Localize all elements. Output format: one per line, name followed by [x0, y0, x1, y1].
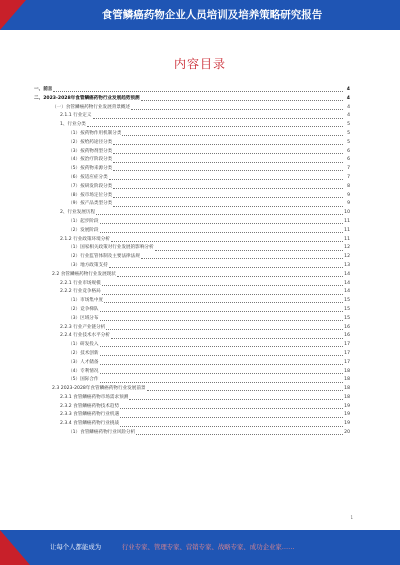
toc-entry-page: 9: [347, 201, 350, 207]
toc-entry-page: 17: [344, 350, 350, 356]
toc-entry-label: （一）食管鳞癌药物行业发展背景概述: [52, 104, 131, 110]
toc-entry-label: 一、前言: [34, 87, 53, 92]
toc-entry-page: 6: [347, 157, 350, 163]
toc-leader-dots: [113, 170, 343, 171]
toc-entry-label: （3）人才储备: [68, 359, 99, 365]
header-banner: [0, 0, 400, 30]
footer-slogan: 让每个人都能成为: [50, 543, 102, 551]
toc-leader-dots: [111, 241, 343, 242]
toc-entry[interactable]: [34, 156, 350, 165]
toc-leader-dots: [100, 232, 344, 233]
toc-leader-dots: [155, 250, 343, 251]
toc-leader-dots: [102, 294, 343, 295]
toc-entry[interactable]: [34, 244, 350, 253]
toc-entry-page: 7: [347, 166, 350, 172]
toc-entry-label: （8）按市场定位分类: [68, 192, 113, 198]
toc-entry-page: 7: [347, 174, 350, 180]
toc-entry-label: 二、2023-2028年食管鳞癌药物行业发展趋势预测: [34, 95, 140, 101]
toc-entry-page: 4: [347, 113, 350, 119]
toc-entry[interactable]: [34, 95, 350, 104]
toc-entry[interactable]: [34, 112, 350, 121]
toc-entry[interactable]: [34, 403, 350, 412]
toc-entry-label: 2.3.4 食管鳞癌药物行业挑战: [60, 421, 120, 427]
toc-leader-dots: [100, 382, 344, 383]
toc-entry-label: （1）食管鳞癌药物行业风险分析: [68, 430, 136, 436]
toc-entry-label: 2.3.2 食管鳞癌药物技术趋势: [60, 403, 120, 409]
toc-entry-label: 2.3 2023-2028年食管鳞癌药物行业发展前景: [52, 386, 146, 392]
header-accent-shape: [0, 0, 26, 30]
toc-entry-page: 16: [344, 324, 350, 330]
toc-entry-label: （5）国际合作: [68, 377, 99, 383]
toc-entry-page: 15: [344, 315, 350, 321]
toc-leader-dots: [113, 188, 343, 189]
toc-entry[interactable]: [34, 385, 350, 394]
toc-entry[interactable]: [34, 288, 350, 297]
toc-entry[interactable]: [34, 411, 350, 420]
toc-entry-page: 4: [347, 104, 350, 110]
toc-leader-dots: [93, 118, 343, 119]
toc-leader-dots: [100, 355, 344, 356]
toc-entry[interactable]: [34, 174, 350, 183]
toc-leader-dots: [87, 126, 343, 127]
toc-leader-dots: [100, 311, 344, 312]
toc-heading: 内容目录: [173, 57, 226, 71]
toc-entry-page: 5: [347, 139, 350, 145]
toc-entry[interactable]: [34, 200, 350, 209]
toc-entry-page: 5: [347, 122, 350, 128]
toc-leader-dots: [100, 373, 344, 374]
toc-leader-dots: [109, 267, 343, 268]
toc-leader-dots: [120, 417, 343, 418]
toc-entry-label: （7）按研发阶段分类: [68, 183, 113, 189]
toc-entry-label: （3）按药物剂型分类: [68, 148, 113, 154]
toc-entry[interactable]: [34, 306, 350, 315]
toc-entry[interactable]: [34, 280, 350, 289]
toc-leader-dots: [141, 100, 343, 101]
toc-entry-page: 4: [346, 87, 350, 92]
toc-leader-dots: [53, 91, 343, 92]
toc-entry-label: （4）专利情况: [68, 368, 99, 374]
toc-entry-page: 13: [344, 262, 350, 268]
toc-entry-label: （2）竞争梯队: [68, 306, 99, 312]
footer-roles: 行业专家、管理专家、营销专家、战略专家、成功企业家……: [122, 543, 295, 551]
toc-entry-label: 2.3.3 食管鳞癌药物行业机遇: [60, 412, 120, 418]
toc-entry-label: （3）区域分布: [68, 315, 99, 321]
toc-entry[interactable]: [34, 271, 350, 280]
toc-entry-page: 6: [347, 148, 350, 154]
toc-entry-label: （2）行业监管体制及主要法律法规: [68, 254, 140, 260]
toc-entry-label: 2.2 食管鳞癌药物行业发展现状: [52, 271, 116, 277]
toc-entry[interactable]: [34, 183, 350, 192]
toc-entry[interactable]: [34, 420, 350, 429]
toc-entry[interactable]: [34, 297, 350, 306]
toc-leader-dots: [141, 258, 343, 259]
toc-entry-page: 14: [344, 271, 350, 277]
toc-entry-label: （1）市场集中度: [68, 298, 104, 304]
toc-entry-page: 16: [344, 333, 350, 339]
toc-leader-dots: [129, 399, 343, 400]
toc-entry-label: 2.1.2 行业政策环境分析: [60, 236, 110, 242]
toc-entry-label: （2）按给药途径分类: [68, 139, 113, 145]
toc-entry-label: 2.2.1 行业市场规模: [60, 280, 101, 286]
toc-leader-dots: [113, 144, 343, 145]
toc-entry-page: 11: [344, 227, 350, 233]
table-of-contents: [34, 86, 350, 438]
toc-leader-dots: [111, 338, 343, 339]
toc-entry-page: 19: [344, 421, 350, 427]
toc-entry[interactable]: [34, 130, 350, 139]
toc-entry-page: 18: [344, 394, 350, 400]
toc-entry[interactable]: [34, 165, 350, 174]
toc-entry[interactable]: [34, 376, 350, 385]
toc-leader-dots: [96, 214, 343, 215]
toc-leader-dots: [113, 162, 343, 163]
toc-entry-page: 15: [344, 298, 350, 304]
toc-leader-dots: [122, 135, 343, 136]
toc-entry-page: 8: [347, 183, 350, 189]
toc-leader-dots: [117, 276, 343, 277]
toc-entry-page: 9: [347, 192, 350, 198]
report-title: 食管鳞癌药物企业人员培训及培养策略研究报告: [101, 9, 323, 21]
toc-entry-page: 17: [344, 359, 350, 365]
toc-entry-label: 2.2.2 行业竞争格局: [60, 289, 101, 295]
toc-entry[interactable]: [34, 227, 350, 236]
toc-entry-label: 1、行业分类: [60, 122, 86, 128]
toc-entry-label: 2.3.1 食管鳞癌药物市场需求预测: [60, 394, 129, 400]
toc-leader-dots: [104, 302, 343, 303]
toc-entry-page: 14: [344, 289, 350, 295]
toc-leader-dots: [100, 320, 344, 321]
toc-leader-dots: [113, 197, 343, 198]
toc-entry[interactable]: [34, 192, 350, 201]
toc-entry-label: （4）按治疗阶段分类: [68, 157, 113, 163]
toc-entry-label: （2）发展阶段: [68, 227, 99, 233]
toc-entry-label: 2、行业发展历程: [60, 210, 96, 216]
toc-leader-dots: [100, 346, 344, 347]
toc-entry[interactable]: [34, 148, 350, 157]
toc-entry-label: （3）地方政策支持: [68, 262, 108, 268]
toc-leader-dots: [106, 329, 343, 330]
toc-entry-label: 2.2.3 行业产业链分析: [60, 324, 106, 330]
toc-entry-page: 5: [347, 130, 350, 136]
toc-entry[interactable]: [34, 139, 350, 148]
toc-entry-page: 4: [346, 95, 350, 101]
toc-entry-label: （2）技术创新: [68, 350, 99, 356]
toc-entry[interactable]: [34, 315, 350, 324]
toc-entry-page: 11: [344, 236, 350, 242]
toc-leader-dots: [109, 179, 343, 180]
toc-entry-page: 20: [344, 430, 350, 436]
toc-entry-page: 19: [344, 403, 350, 409]
toc-entry-label: （5）按药物来源分类: [68, 166, 113, 172]
toc-entry-label: 2.1.1 行业定义: [60, 113, 92, 119]
toc-entry[interactable]: [34, 368, 350, 377]
toc-entry[interactable]: [34, 350, 350, 359]
toc-entry[interactable]: [34, 324, 350, 333]
toc-leader-dots: [113, 206, 343, 207]
toc-leader-dots: [102, 285, 343, 286]
toc-entry-label: （1）起步阶段: [68, 218, 99, 224]
toc-entry-label: 2.2.4 行业技术水平分析: [60, 333, 110, 339]
toc-entry-page: 18: [344, 386, 350, 392]
toc-entry[interactable]: [34, 86, 350, 95]
toc-entry[interactable]: [34, 332, 350, 341]
toc-leader-dots: [120, 426, 343, 427]
toc-leader-dots: [100, 364, 344, 365]
toc-leader-dots: [131, 109, 343, 110]
toc-entry[interactable]: [34, 236, 350, 245]
toc-leader-dots: [113, 153, 343, 154]
toc-entry-label: （1）研发投入: [68, 342, 99, 348]
toc-entry-page: 18: [344, 368, 350, 374]
toc-leader-dots: [100, 223, 344, 224]
toc-entry[interactable]: [34, 394, 350, 403]
toc-entry[interactable]: [34, 341, 350, 350]
toc-entry-label: （6）按适应症分类: [68, 174, 108, 180]
toc-entry-label: （1）国家相关政策对行业发展的影响分析: [68, 245, 154, 251]
toc-entry[interactable]: [34, 429, 350, 438]
toc-entry-page: 17: [344, 342, 350, 348]
toc-entry-page: 19: [344, 412, 350, 418]
toc-entry[interactable]: [34, 218, 350, 227]
toc-entry[interactable]: [34, 209, 350, 218]
toc-entry-page: 12: [344, 254, 350, 260]
toc-leader-dots: [147, 390, 343, 391]
toc-entry[interactable]: [34, 262, 350, 271]
toc-entry-page: 12: [344, 245, 350, 251]
toc-entry-label: （1）按药物作用机制分类: [68, 130, 122, 136]
footer-accent-shape: [0, 530, 30, 565]
toc-entry-page: 11: [344, 218, 350, 224]
toc-leader-dots: [120, 408, 343, 409]
toc-entry[interactable]: [34, 253, 350, 262]
toc-entry-page: 18: [344, 377, 350, 383]
toc-entry-page: 15: [344, 306, 350, 312]
toc-entry[interactable]: [34, 121, 350, 130]
page-number: 1: [350, 515, 353, 520]
toc-entry[interactable]: [34, 104, 350, 113]
toc-entry-page: 14: [344, 280, 350, 286]
toc-leader-dots: [136, 434, 343, 435]
footer-banner: [0, 530, 400, 565]
toc-entry-label: （9）按产品类型分类: [68, 201, 113, 207]
toc-entry[interactable]: [34, 359, 350, 368]
toc-entry-page: 10: [344, 210, 350, 216]
